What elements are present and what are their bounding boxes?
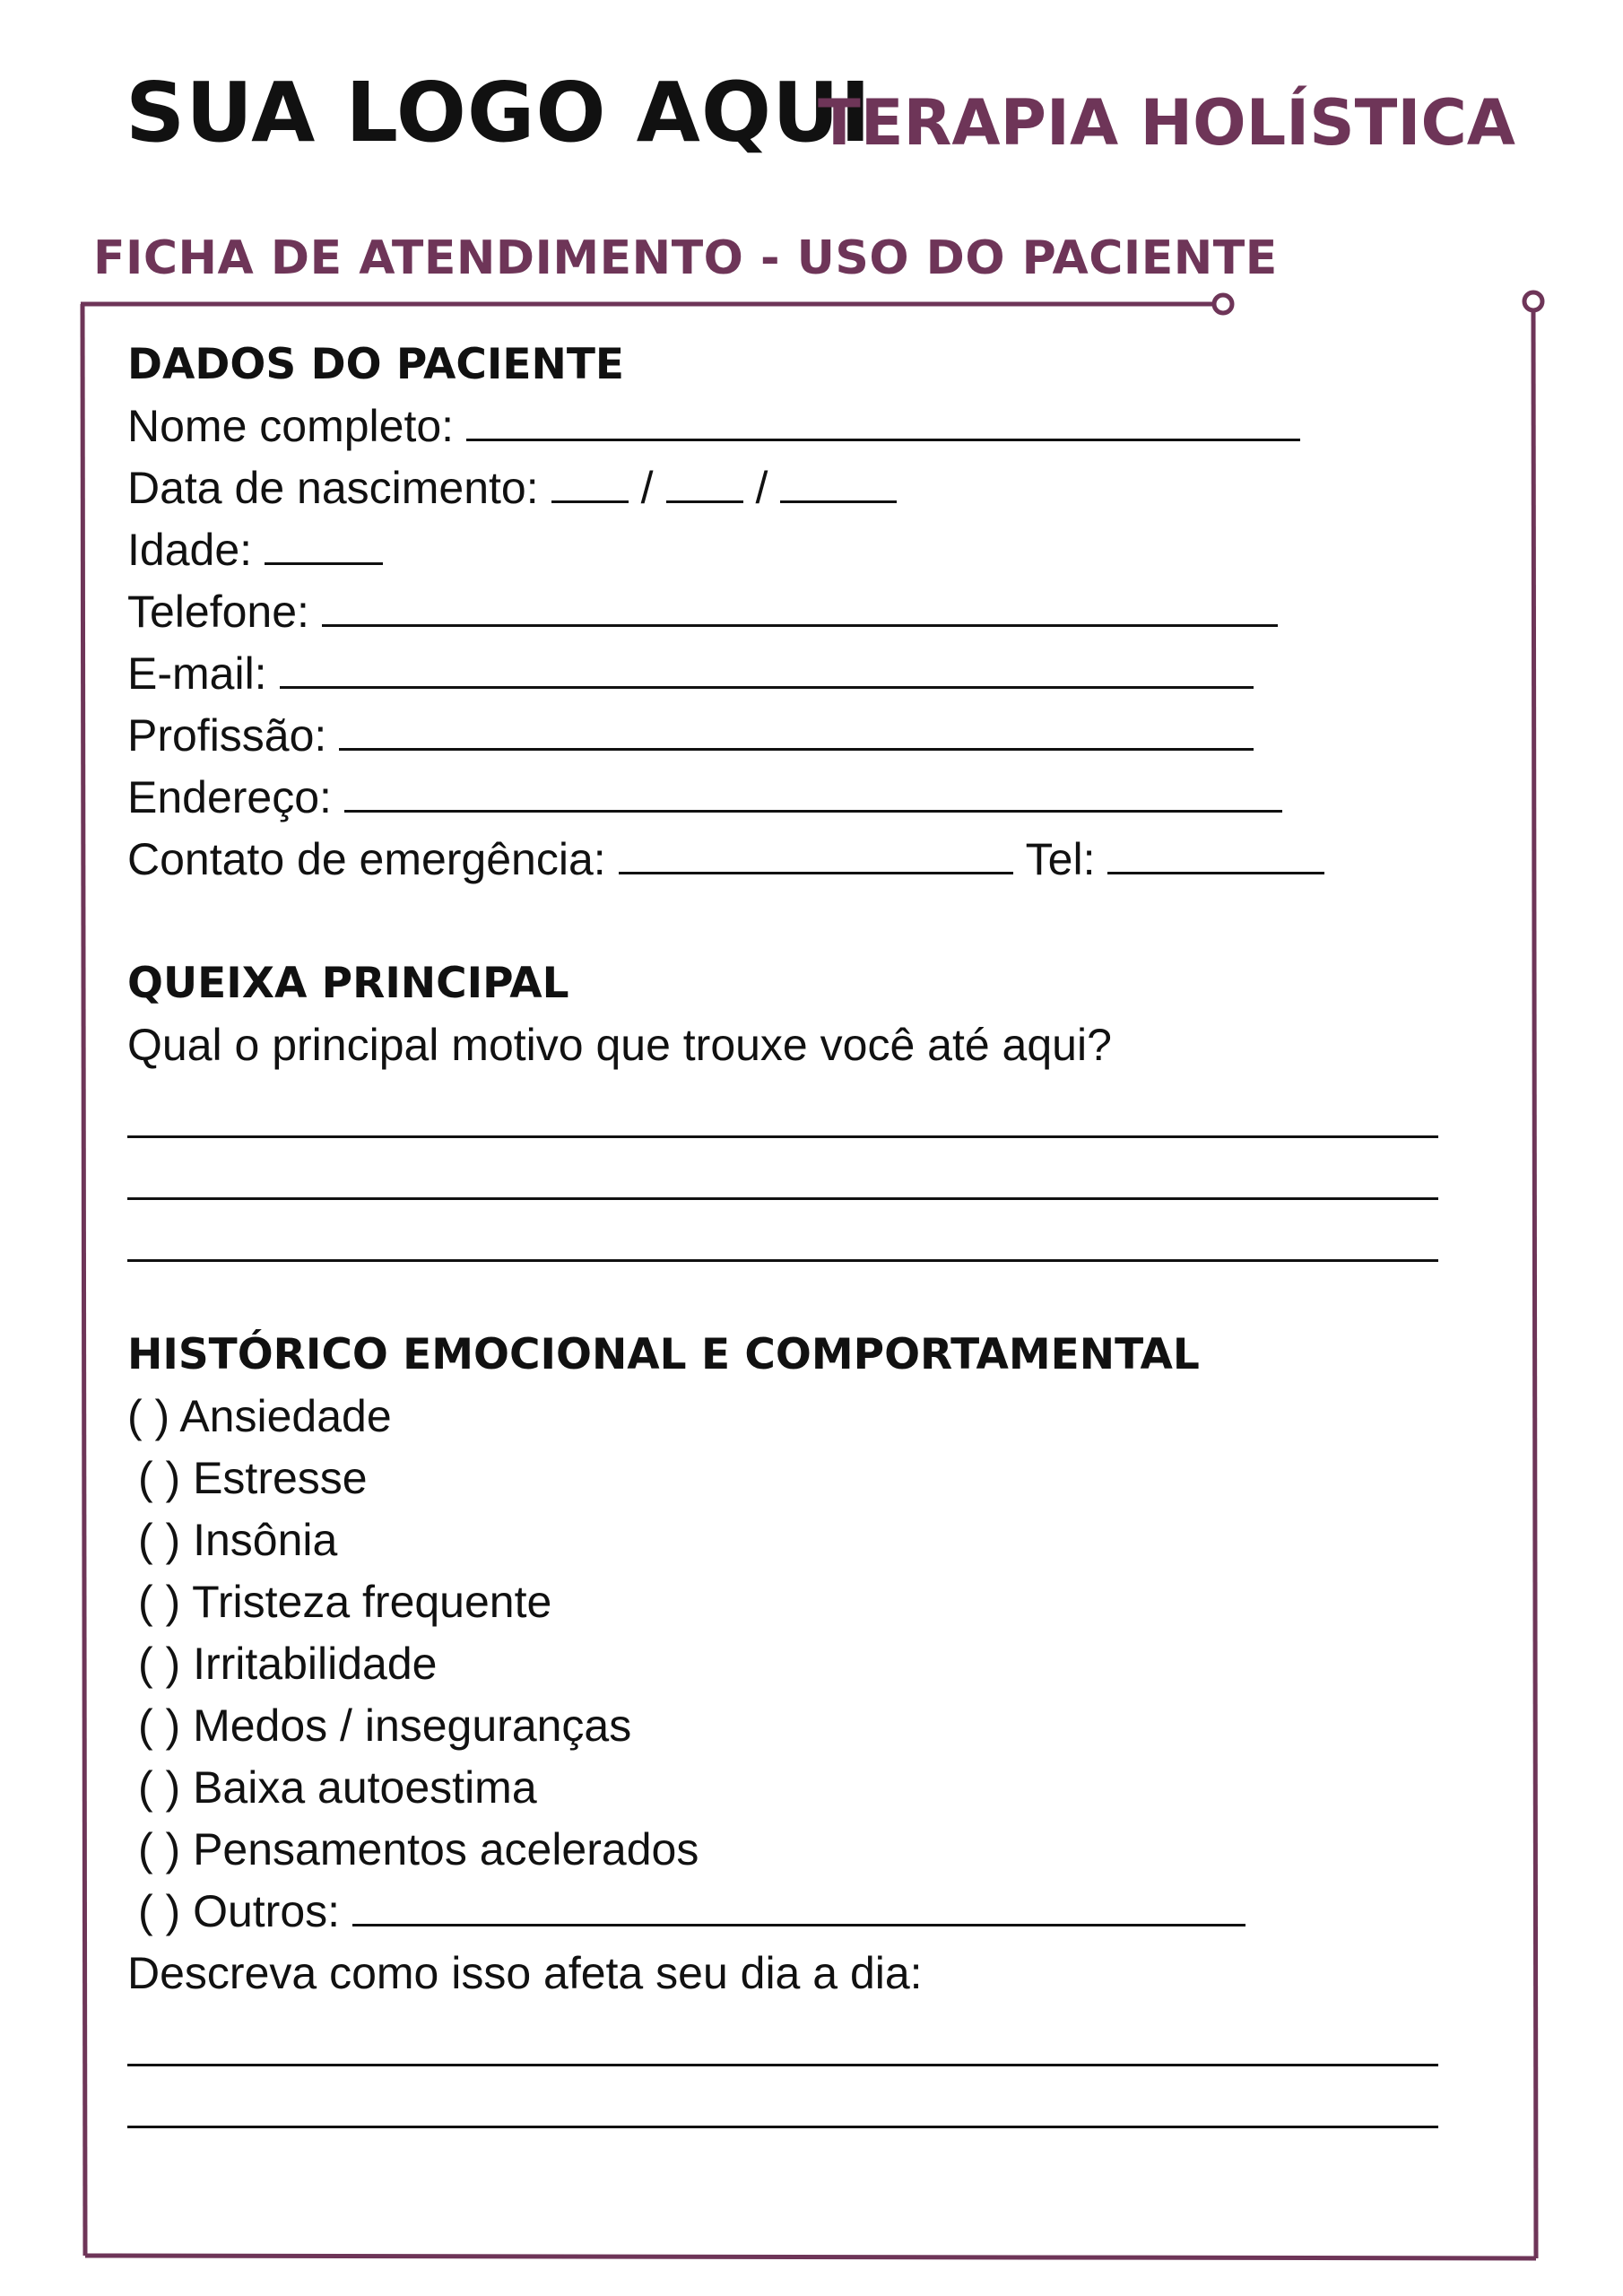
field-profissao xyxy=(127,705,1463,767)
label-idade: Idade: xyxy=(127,525,253,575)
describe-prompt: Descreva como isso afeta seu dia a dia: xyxy=(127,1948,923,1998)
option-pensamentos[interactable]: ( ) Pensamentos acelerados xyxy=(138,1824,699,1874)
option-ansiedade[interactable]: ( ) Ansiedade xyxy=(127,1391,392,1441)
option-medos[interactable]: ( ) Medos / inseguranças xyxy=(138,1700,632,1751)
label-outros[interactable]: ( ) Outros: xyxy=(138,1886,341,1936)
option-autoestima[interactable]: ( ) Baixa autoestima xyxy=(138,1762,537,1813)
label-profissao: Profissão: xyxy=(127,710,327,761)
label-telefone: Telefone: xyxy=(127,587,309,637)
field-nome xyxy=(127,396,1463,457)
section-title-queixa: QUEIXA PRINCIPAL xyxy=(127,959,569,1008)
option-outros xyxy=(127,1881,1463,1943)
blank-email[interactable] xyxy=(280,643,1254,689)
answer-line-queixa-2[interactable] xyxy=(127,1138,1438,1200)
option-estresse[interactable]: ( ) Estresse xyxy=(138,1453,368,1503)
blank-telefone[interactable] xyxy=(322,581,1278,627)
answer-line-queixa-3[interactable] xyxy=(127,1200,1438,1262)
answer-line-descreva-1[interactable] xyxy=(127,2005,1438,2066)
field-endereco xyxy=(127,767,1463,829)
blank-profissao[interactable] xyxy=(339,705,1254,751)
field-nascimento xyxy=(127,457,1463,519)
label-nome: Nome completo: xyxy=(127,401,455,451)
blank-dia[interactable] xyxy=(551,457,629,503)
option-irritabilidade[interactable]: ( ) Irritabilidade xyxy=(138,1639,438,1689)
label-email: E-mail: xyxy=(127,648,267,699)
form-title: FICHA DE ATENDIMENTO - USO DO PACIENTE xyxy=(93,231,1278,285)
blank-emergencia[interactable] xyxy=(619,829,1013,874)
section-title-historico: HISTÓRICO EMOCIONAL E COMPORTAMENTAL xyxy=(127,1330,1200,1379)
brand-title: TERAPIA HOLÍSTICA xyxy=(817,86,1515,160)
queixa-question: Qual o principal motivo que trouxe você até aqui? xyxy=(127,1020,1112,1070)
spacer xyxy=(127,1262,1463,1324)
field-emergencia xyxy=(127,829,1463,891)
field-idade xyxy=(127,519,1463,581)
form-content xyxy=(127,334,1463,2128)
blank-nome[interactable] xyxy=(466,396,1300,441)
label-nascimento: Data de nascimento: xyxy=(127,463,539,513)
logo-placeholder: SUA LOGO AQUI xyxy=(126,65,872,161)
answer-line-queixa-1[interactable] xyxy=(127,1076,1438,1138)
field-email xyxy=(127,643,1463,705)
date-separator: / xyxy=(640,463,654,513)
blank-outros[interactable] xyxy=(352,1881,1245,1926)
label-endereco: Endereço: xyxy=(127,772,332,822)
date-separator: / xyxy=(755,463,768,513)
option-insonia[interactable]: ( ) Insônia xyxy=(138,1515,338,1565)
blank-idade[interactable] xyxy=(265,519,383,565)
section-title-dados: DADOS DO PACIENTE xyxy=(127,340,624,389)
label-tel: Tel: xyxy=(1025,834,1096,884)
blank-mes[interactable] xyxy=(666,457,743,503)
label-emergencia: Contato de emergência: xyxy=(127,834,606,884)
blank-endereco[interactable] xyxy=(344,767,1282,813)
option-tristeza[interactable]: ( ) Tristeza frequente xyxy=(138,1577,552,1627)
answer-line-descreva-2[interactable] xyxy=(127,2066,1438,2128)
blank-ano[interactable] xyxy=(780,457,897,503)
field-telefone xyxy=(127,581,1463,643)
blank-tel[interactable] xyxy=(1107,829,1324,874)
spacer xyxy=(127,891,1463,952)
